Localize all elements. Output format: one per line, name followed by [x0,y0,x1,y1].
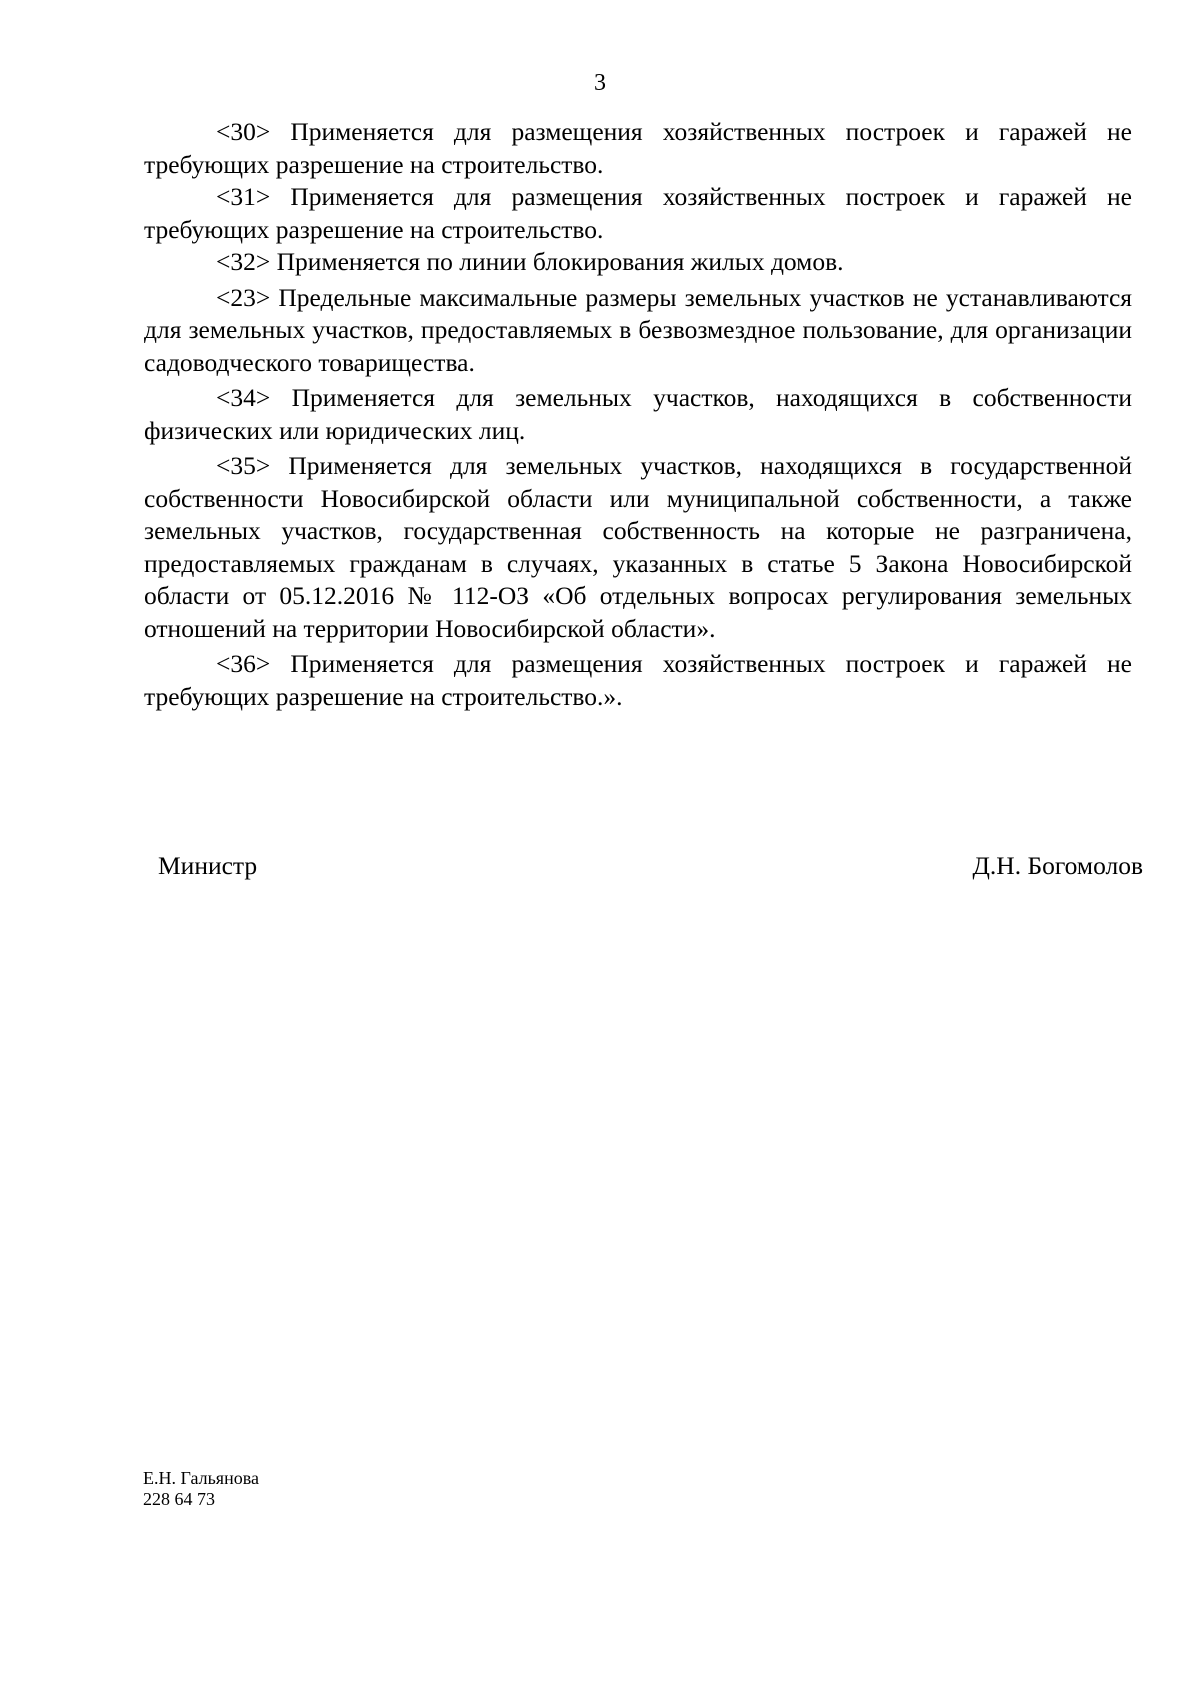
executor-block [143,1468,259,1510]
footnote-35: <35> Применяется для земельных участков, находящихся в государственной собственности Новосибирской области или муниципальной собственности, а также земельных участков, государственная собственность на которые не разграничена, предоставляемых гражданам в случаях, указанных в статье 5 Закона Новосибирской области от 05.12.2016 № 112-ОЗ «Об отдельных вопросах регулирования земельных отношений на территории Новосибирской области». [144,451,1132,643]
page-number: 3 [594,70,606,96]
executor-phone: 228 64 73 [143,1489,215,1509]
footnote-32: <32> Применяется по линии блокирования жилых домов. [216,247,844,276]
footnote-23: <23> Предельные максимальные размеры земельных участков не устанавливаются для земельных участков, предоставляемых в безвозмездное пользование, для организации садоводческого товарищества. [144,282,1132,377]
footnote-36: <36> Применяется для размещения хозяйственных построек и гаражей не требующих разрешение на строительство.». [144,649,1132,711]
footnote-31: <31> Применяется для размещения хозяйственных построек и гаражей не требующих разрешение на строительство. [144,182,1132,244]
signature-role: Министр [158,851,258,880]
signature-name: Д.Н. Богомолов [972,851,1143,880]
document-body [144,116,1132,713]
footnote-34: <34> Применяется для земельных участков, находящихся в собственности физических или юридических лиц. [144,383,1132,445]
executor-name: Е.Н. Гальянова [143,1468,259,1488]
signature-block [158,850,1143,884]
footnote-30: <30> Применяется для размещения хозяйственных построек и гаражей не требующих разрешение на строительство. [144,117,1132,179]
